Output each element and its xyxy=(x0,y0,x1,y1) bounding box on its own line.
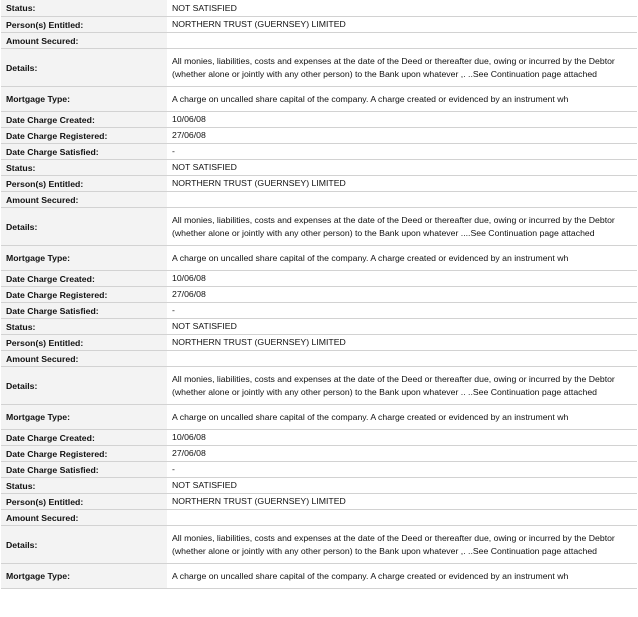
status-label: Status: xyxy=(1,478,167,494)
status-value: NOT SATISFIED xyxy=(167,0,637,17)
details-value: All monies, liabilities, costs and expenses at the date of the Deed or thereafter due, owing or incurred by the Debtor (whether alone or jointly with any other person) to the Bank upon whatever .. ..See Continuation page attached xyxy=(167,367,637,405)
created-row xyxy=(1,112,637,128)
status-row xyxy=(1,0,637,17)
mortgage-type-row xyxy=(1,405,637,430)
created-label: Date Charge Created: xyxy=(1,112,167,128)
registered-label: Date Charge Registered: xyxy=(1,128,167,144)
mortgage-type-label: Mortgage Type: xyxy=(1,87,167,112)
registered-row xyxy=(1,446,637,462)
status-label: Status: xyxy=(1,319,167,335)
mortgage-type-row xyxy=(1,87,637,112)
entitled-row xyxy=(1,494,637,510)
satisfied-label: Date Charge Satisfied: xyxy=(1,144,167,160)
amount-label: Amount Secured: xyxy=(1,33,167,49)
details-row xyxy=(1,208,637,246)
status-row xyxy=(1,160,637,176)
amount-value xyxy=(167,192,637,208)
created-row xyxy=(1,271,637,287)
mortgage-type-label: Mortgage Type: xyxy=(1,405,167,430)
satisfied-value: - xyxy=(167,144,637,160)
amount-row xyxy=(1,192,637,208)
created-row xyxy=(1,430,637,446)
amount-row xyxy=(1,33,637,49)
amount-value xyxy=(167,33,637,49)
entitled-row xyxy=(1,176,637,192)
mortgage-type-value: A charge on uncalled share capital of the company. A charge created or evidenced by an instrument wh xyxy=(167,405,637,430)
status-value: NOT SATISFIED xyxy=(167,478,637,494)
entitled-label: Person(s) Entitled: xyxy=(1,176,167,192)
satisfied-row xyxy=(1,462,637,478)
mortgage-type-row xyxy=(1,564,637,589)
mortgage-type-row xyxy=(1,246,637,271)
created-value: 10/06/08 xyxy=(167,430,637,446)
details-row xyxy=(1,526,637,564)
entitled-label: Person(s) Entitled: xyxy=(1,494,167,510)
satisfied-label: Date Charge Satisfied: xyxy=(1,462,167,478)
entitled-value: NORTHERN TRUST (GUERNSEY) LIMITED xyxy=(167,17,637,33)
amount-row xyxy=(1,510,637,526)
entitled-label: Person(s) Entitled: xyxy=(1,335,167,351)
entitled-value: NORTHERN TRUST (GUERNSEY) LIMITED xyxy=(167,176,637,192)
entitled-value: NORTHERN TRUST (GUERNSEY) LIMITED xyxy=(167,335,637,351)
amount-value xyxy=(167,351,637,367)
registered-value: 27/06/08 xyxy=(167,128,637,144)
satisfied-label: Date Charge Satisfied: xyxy=(1,303,167,319)
created-label: Date Charge Created: xyxy=(1,271,167,287)
details-value: All monies, liabilities, costs and expenses at the date of the Deed or thereafter due, owing or incurred by the Debtor (whether alone or jointly with any other person) to the Bank upon whatever ....See Continuation page attached xyxy=(167,208,637,246)
status-row xyxy=(1,319,637,335)
entitled-row xyxy=(1,17,637,33)
registered-row xyxy=(1,128,637,144)
satisfied-value: - xyxy=(167,462,637,478)
details-label: Details: xyxy=(1,367,167,405)
created-value: 10/06/08 xyxy=(167,112,637,128)
entitled-value: NORTHERN TRUST (GUERNSEY) LIMITED xyxy=(167,494,637,510)
details-row xyxy=(1,49,637,87)
registered-label: Date Charge Registered: xyxy=(1,287,167,303)
status-row xyxy=(1,478,637,494)
registered-row xyxy=(1,287,637,303)
created-label: Date Charge Created: xyxy=(1,430,167,446)
details-label: Details: xyxy=(1,208,167,246)
details-label: Details: xyxy=(1,49,167,87)
details-row xyxy=(1,367,637,405)
registered-value: 27/06/08 xyxy=(167,446,637,462)
details-value: All monies, liabilities, costs and expenses at the date of the Deed or thereafter due, owing or incurred by the Debtor (whether alone or jointly with any other person) to the Bank upon whatever ,. ..See Continuation page attached xyxy=(167,49,637,87)
registered-label: Date Charge Registered: xyxy=(1,446,167,462)
satisfied-row xyxy=(1,144,637,160)
details-value: All monies, liabilities, costs and expenses at the date of the Deed or thereafter due, owing or incurred by the Debtor (whether alone or jointly with any other person) to the Bank upon whatever ,. ..See Continuation page attached xyxy=(167,526,637,564)
details-label: Details: xyxy=(1,526,167,564)
amount-value xyxy=(167,510,637,526)
status-value: NOT SATISFIED xyxy=(167,319,637,335)
mortgage-type-label: Mortgage Type: xyxy=(1,246,167,271)
created-value: 10/06/08 xyxy=(167,271,637,287)
amount-row xyxy=(1,351,637,367)
amount-label: Amount Secured: xyxy=(1,351,167,367)
satisfied-row xyxy=(1,303,637,319)
satisfied-value: - xyxy=(167,303,637,319)
mortgage-type-label: Mortgage Type: xyxy=(1,564,167,589)
entitled-label: Person(s) Entitled: xyxy=(1,17,167,33)
status-label: Status: xyxy=(1,160,167,176)
amount-label: Amount Secured: xyxy=(1,192,167,208)
mortgage-type-value: A charge on uncalled share capital of the company. A charge created or evidenced by an instrument wh xyxy=(167,564,637,589)
mortgage-type-value: A charge on uncalled share capital of the company. A charge created or evidenced by an instrument wh xyxy=(167,246,637,271)
amount-label: Amount Secured: xyxy=(1,510,167,526)
entitled-row xyxy=(1,335,637,351)
status-label: Status: xyxy=(1,0,167,17)
mortgage-type-value: A charge on uncalled share capital of the company. A charge created or evidenced by an instrument wh xyxy=(167,87,637,112)
registered-value: 27/06/08 xyxy=(167,287,637,303)
status-value: NOT SATISFIED xyxy=(167,160,637,176)
charges-table xyxy=(1,0,637,589)
